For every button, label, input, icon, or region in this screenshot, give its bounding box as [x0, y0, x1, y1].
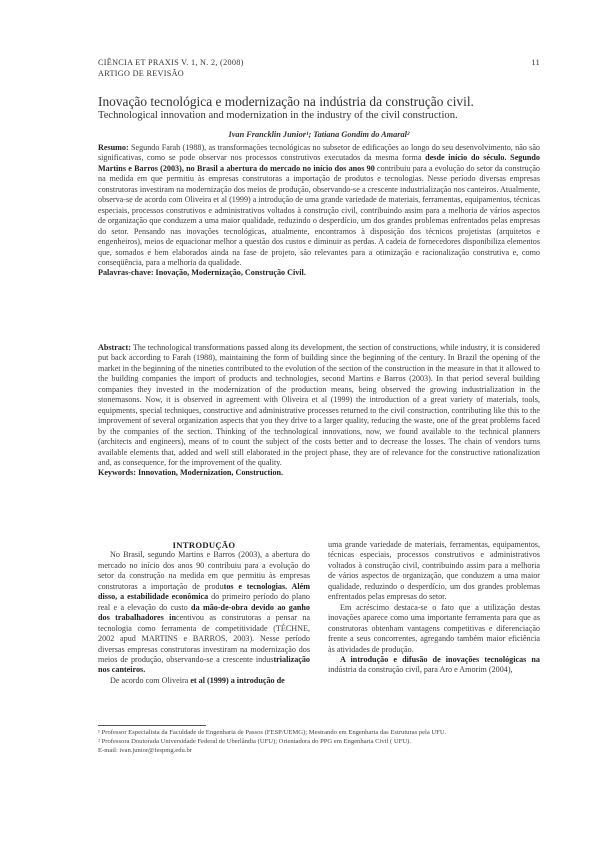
- keywords-values: : Innovation, Modernization, Construction.: [133, 468, 284, 478]
- palavras-chave-label: Palavras-chave: [98, 268, 151, 278]
- section-label: ARTIGO DE REVISÃO: [98, 69, 185, 78]
- resumo-bold-1: desde início do século. Segundo Martins e Barros (2003), no Brasil a abertura do mercado no início dos anos 90: [98, 153, 540, 173]
- keywords: [98, 468, 540, 478]
- keywords-label: Keywords: [98, 468, 134, 478]
- intro-p1-bold-3: trialização nos canteiros.: [98, 654, 310, 675]
- footnote-1: ¹ Professor Especialista da Faculdade de Engenharia de Passos (FESP/UEMG); Mestrando em Engenharia das Estruturas pela UFU.: [98, 729, 447, 736]
- article-title: [98, 95, 548, 122]
- intro-heading: INTRODUÇÃO: [172, 540, 236, 550]
- resumo-section: [98, 143, 540, 279]
- intro-p1-bold-1: tos e tecnologias. Além disso, a estabilidade econômica: [98, 581, 311, 602]
- footnote-2: ² Professora Doutorada Universidade Federal de Uberlândia (UFU); Orientadora do PPG em Engenharia Civil ( UFU).: [98, 737, 411, 745]
- intro-paragraph-1: [98, 550, 310, 675]
- intro-right-paragraph-1: uma grande variedade de materiais, ferramentas, equipamentos, técnicas especiais, processos construtivos e administrativos voltados à construção civil, contribuindo assim para a melhoria de vários aspectos de organização, que conduzem a uma maior qualidade, reduzindo o desperdício, um dos grandes problemas enfrentados pelas empresas do setor.: [328, 540, 540, 602]
- intro-r3-text: indústria da construção civil, para Aro e Amorim (2004),: [328, 665, 513, 675]
- intro-p1-text-2: do primeiro período do plano real e a elevação do custo: [98, 592, 310, 612]
- page-number: 11: [531, 58, 540, 67]
- authors: Ivan Francklin Junior¹; Tatiana Gondim do Amaral²: [228, 130, 410, 139]
- footnote-email: E-mail: ivan.junior@fespmg.edu.br: [98, 746, 192, 754]
- footnotes: [98, 729, 540, 755]
- intro-p1-text-3: centivou as construtoras a pensar na tecnologia como ferramenta de competitividade (TÉCHNE, 2002 apud MARTINS e BARROS, 2003). Nesse período diversas empresas construtoras investiram na modernização dos meios de produção, observando-se a crescente indus: [98, 613, 310, 664]
- abstract-label: Abstract:: [98, 343, 131, 352]
- intro-p2-bold-1: et al (1999) a introdução de: [190, 675, 285, 685]
- intro-p1-text-1: No Brasil, segundo Martins e Barros (2003), a abertura do mercado no início dos anos 90 contribuiu para a evolução do setor da construção na medida em que permitiu às empresas construtoras a importação de produ: [98, 550, 310, 591]
- resumo-text-2: contribuiu para a evolução do setor da construção na medida em que permitiu às empresas construtoras a importação de produtos e tecnologias. Nesse período diversas empresas construtoras investiram na modernização dos meios de produção, observando-se a crescente industrialização nos canteiros. Atualmente, observa-se de acordo com Oliveira et al (1999) a introdução de uma grande variedade de materiais, ferramentas, equipamentos, técnicas especiais, processos construtivos e administrativos voltados à construção civil, contribuindo assim para a melhoria de vários aspectos de organização que conduzem a uma maior qualidade, reduzindo o desperdício, um dos grandes problemas enfrentados pelas empresas do setor. Pensando nas inovações tecnológicas, atualmente, encontramos à disposição dos técnicos projetistas (arquitetos e engenheiros), meios de equacionar melhor a questão dos custos e diminuir as perdas. A cadeia de fornecedores disponibiliza elementos que, somados e bem elaborados ainda na fase de projeto, são relevantes para a otimização e racionalização construtiva e, como conseqüência, para a melhoria da qualidade.: [98, 163, 540, 267]
- resumo-text-1: Segundo Farah (1988), as transformações tecnológicas no subsetor de edificações ao longo do seu desenvolvimento, não são significativas, como se pode observar nos processos construtivos executados da mesma forma: [98, 143, 540, 163]
- intro-p2-text-1: De acordo com Oliveira: [110, 675, 191, 685]
- title-english: Technological innovation and modernization in the industry of the civil construction.: [98, 110, 458, 121]
- footnote-divider: [98, 725, 206, 726]
- intro-r3-bold: A introdução e difusão de inovações tecnológicas na: [340, 654, 540, 664]
- page-header: [98, 57, 540, 79]
- resumo-label: Resumo:: [98, 143, 129, 152]
- intro-p1-bold-2: da mão-de-obra devido ao ganho dos trabalhadores in: [98, 602, 310, 623]
- abstract-section: [98, 343, 540, 479]
- intro-paragraph-2: [98, 676, 310, 686]
- title-portuguese: Inovação tecnológica e modernização na indústria da construção civil.: [98, 94, 474, 109]
- palavras-chave: [98, 268, 540, 278]
- intro-right-paragraph-3: [328, 655, 540, 676]
- intro-left-column: [98, 540, 310, 686]
- palavras-chave-values: : Inovação, Modernização, Construção Civil.: [150, 268, 306, 278]
- abstract-text: The technological transformations passed along its development, the section of constructions, while industry, it is considered put back according to Farah (1988), maintaining the form of building since the beginning of the century. In Brazil the opening of the market in the beginning of the nineties contributed to the evolution of the section of the construction in the measure in that it allowed to the building companies the import of products and technologies, second Martins e Barros (2003). In that period several building companies they invested in the modernization of the production means, being observed the growing industrialization in the stonemasons. Now, it is observed in agreement with Oliveira et al (1999) the introduction of a great variety of materials, tools, equipments, special techniques, constructive and administrative processes returned to the civil construction, contributing like this to the improvement of several organization aspects that you they drive to a larger quality, reducing the waste, one of the great problems faced by the companies of the section. Thinking of the technological innovations, now, we found available to the technical planners (architects and engineers), means of to count the subject of the costs better and to decrease the losses. The chain of vendors turns available elements that, added and well still elaborated in the project phase, they are of relevance for the constructive rationalization and, as consequence, for the improvement of the quality.: [98, 343, 540, 467]
- intro-right-column: [328, 540, 540, 676]
- journal-name: CIÊNCIA ET PRAXIS V. 1, N. 2, (2008): [98, 58, 244, 67]
- intro-right-paragraph-2: Em acréscimo destaca-se o fato que a utilização destas inovações aparece como uma importante ferramenta para que as construtoras obtenham vantagens competitivas e diferenciação frente a seus concorrentes, agregando também maior eficiência às atividades de produção.: [328, 602, 540, 654]
